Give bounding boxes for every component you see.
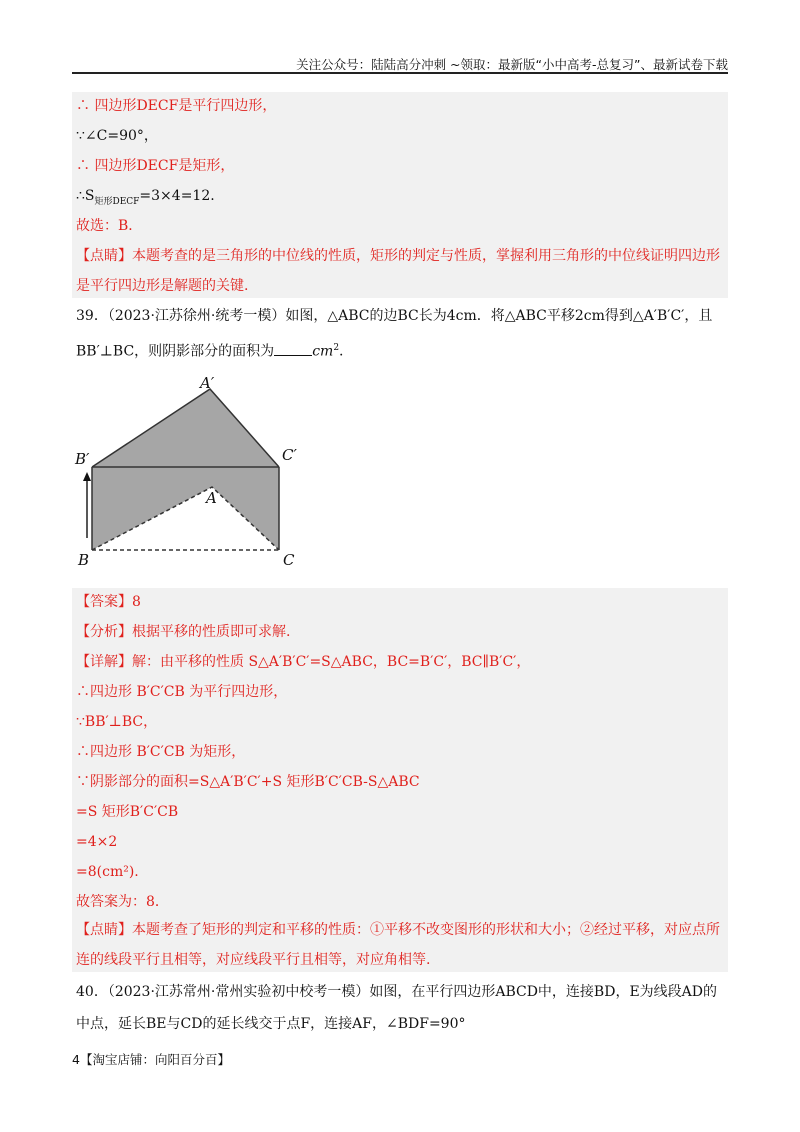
translation-arrowhead xyxy=(83,472,91,481)
label-a: A xyxy=(206,489,217,507)
q39-line-2 xyxy=(76,338,344,362)
q39-period: . xyxy=(339,343,344,360)
q39-detail-5: ∵阴影部分的面积=S△A′B′C′+S 矩形B′C′CB-S△ABC xyxy=(76,774,420,790)
page-footer: 4【淘宝店铺：向阳百分百】 xyxy=(72,1052,230,1067)
q39-unit: cm xyxy=(312,343,334,360)
header-rule xyxy=(72,72,728,74)
shaded-region xyxy=(92,389,279,550)
q39-detail-2: ∴四边形 B′C′CB 为平行四边形， xyxy=(76,684,288,700)
q39-unit-exp: 2 xyxy=(333,343,340,353)
q39-analysis: 【分析】根据平移的性质即可求解. xyxy=(76,624,291,640)
prev-solution-line-4 xyxy=(76,186,215,212)
area-symbol: ∴S xyxy=(76,188,95,204)
answer-blank xyxy=(274,341,312,356)
q39-line-1: 39．（2023·江苏徐州·统考一模）如图，△ABC的边BC长为4cm．将△ABC平移2cm得到△A′B′C′，且 xyxy=(76,308,713,324)
label-c: C xyxy=(283,551,295,569)
area-calc: =3×4=12. xyxy=(139,188,215,204)
q39-detail-1: 【详解】解：由平移的性质 S△A′B′C′=S△ABC，BC=B′C′，BC∥B′C′， xyxy=(76,654,531,670)
q40-line-2: 中点，延长BE与CD的延长线交于点F，连接AF，∠BDF=90° xyxy=(76,1016,466,1032)
q39-detail-8: =8(cm²). xyxy=(76,864,139,880)
prev-solution-comment-2: 是平行四边形是解题的关键. xyxy=(76,278,249,294)
area-subscript: 矩形DECF xyxy=(94,196,140,207)
q39-comment-1: 【点睛】本题考查了矩形的判定和平移的性质：①平移不改变图形的形状和大小；②经过平移，对应点所 xyxy=(76,922,720,938)
prev-solution-line-2: ∵∠C=90°， xyxy=(76,128,158,144)
label-b-prime: B′ xyxy=(75,450,90,468)
label-b: B xyxy=(78,551,90,569)
q39-answer: 【答案】8 xyxy=(76,594,141,610)
q39-detail-4: ∴四边形 B′C′CB 为矩形， xyxy=(76,744,246,760)
q39-detail-7: =4×2 xyxy=(76,834,118,850)
q39-detail-6: =S 矩形B′C′CB xyxy=(76,804,179,820)
q39-detail-3: ∵BB′⊥BC， xyxy=(76,714,158,730)
prev-solution-line-1: ∴ 四边形DECF是平行四边形， xyxy=(76,98,277,114)
q39-text: BB′⊥BC，则阴影部分的面积为 xyxy=(76,343,275,360)
label-a-prime: A′ xyxy=(200,375,215,392)
q39-detail-9: 故答案为：8． xyxy=(76,894,169,910)
translation-figure xyxy=(72,375,332,580)
page-header: 关注公众号：陆陆高分冲刺 ~领取：最新版“小中高考-总复习”、最新试卷下载 xyxy=(296,57,728,72)
prev-solution-line-3: ∴ 四边形DECF是矩形， xyxy=(76,158,235,174)
label-c-prime: C′ xyxy=(282,446,297,464)
prev-solution-line-5: 故选：B． xyxy=(76,218,143,234)
q40-line-1: 40．（2023·江苏常州·常州实验初中校考一模）如图，在平行四边形ABCD中，连接BD，E为线段AD的 xyxy=(76,984,718,1000)
q39-comment-2: 连的线段平行且相等，对应线段平行且相等，对应角相等. xyxy=(76,952,431,968)
prev-solution-comment-1: 【点睛】本题考查的是三角形的中位线的性质，矩形的判定与性质，掌握利用三角形的中位线证明四边形 xyxy=(76,248,720,264)
